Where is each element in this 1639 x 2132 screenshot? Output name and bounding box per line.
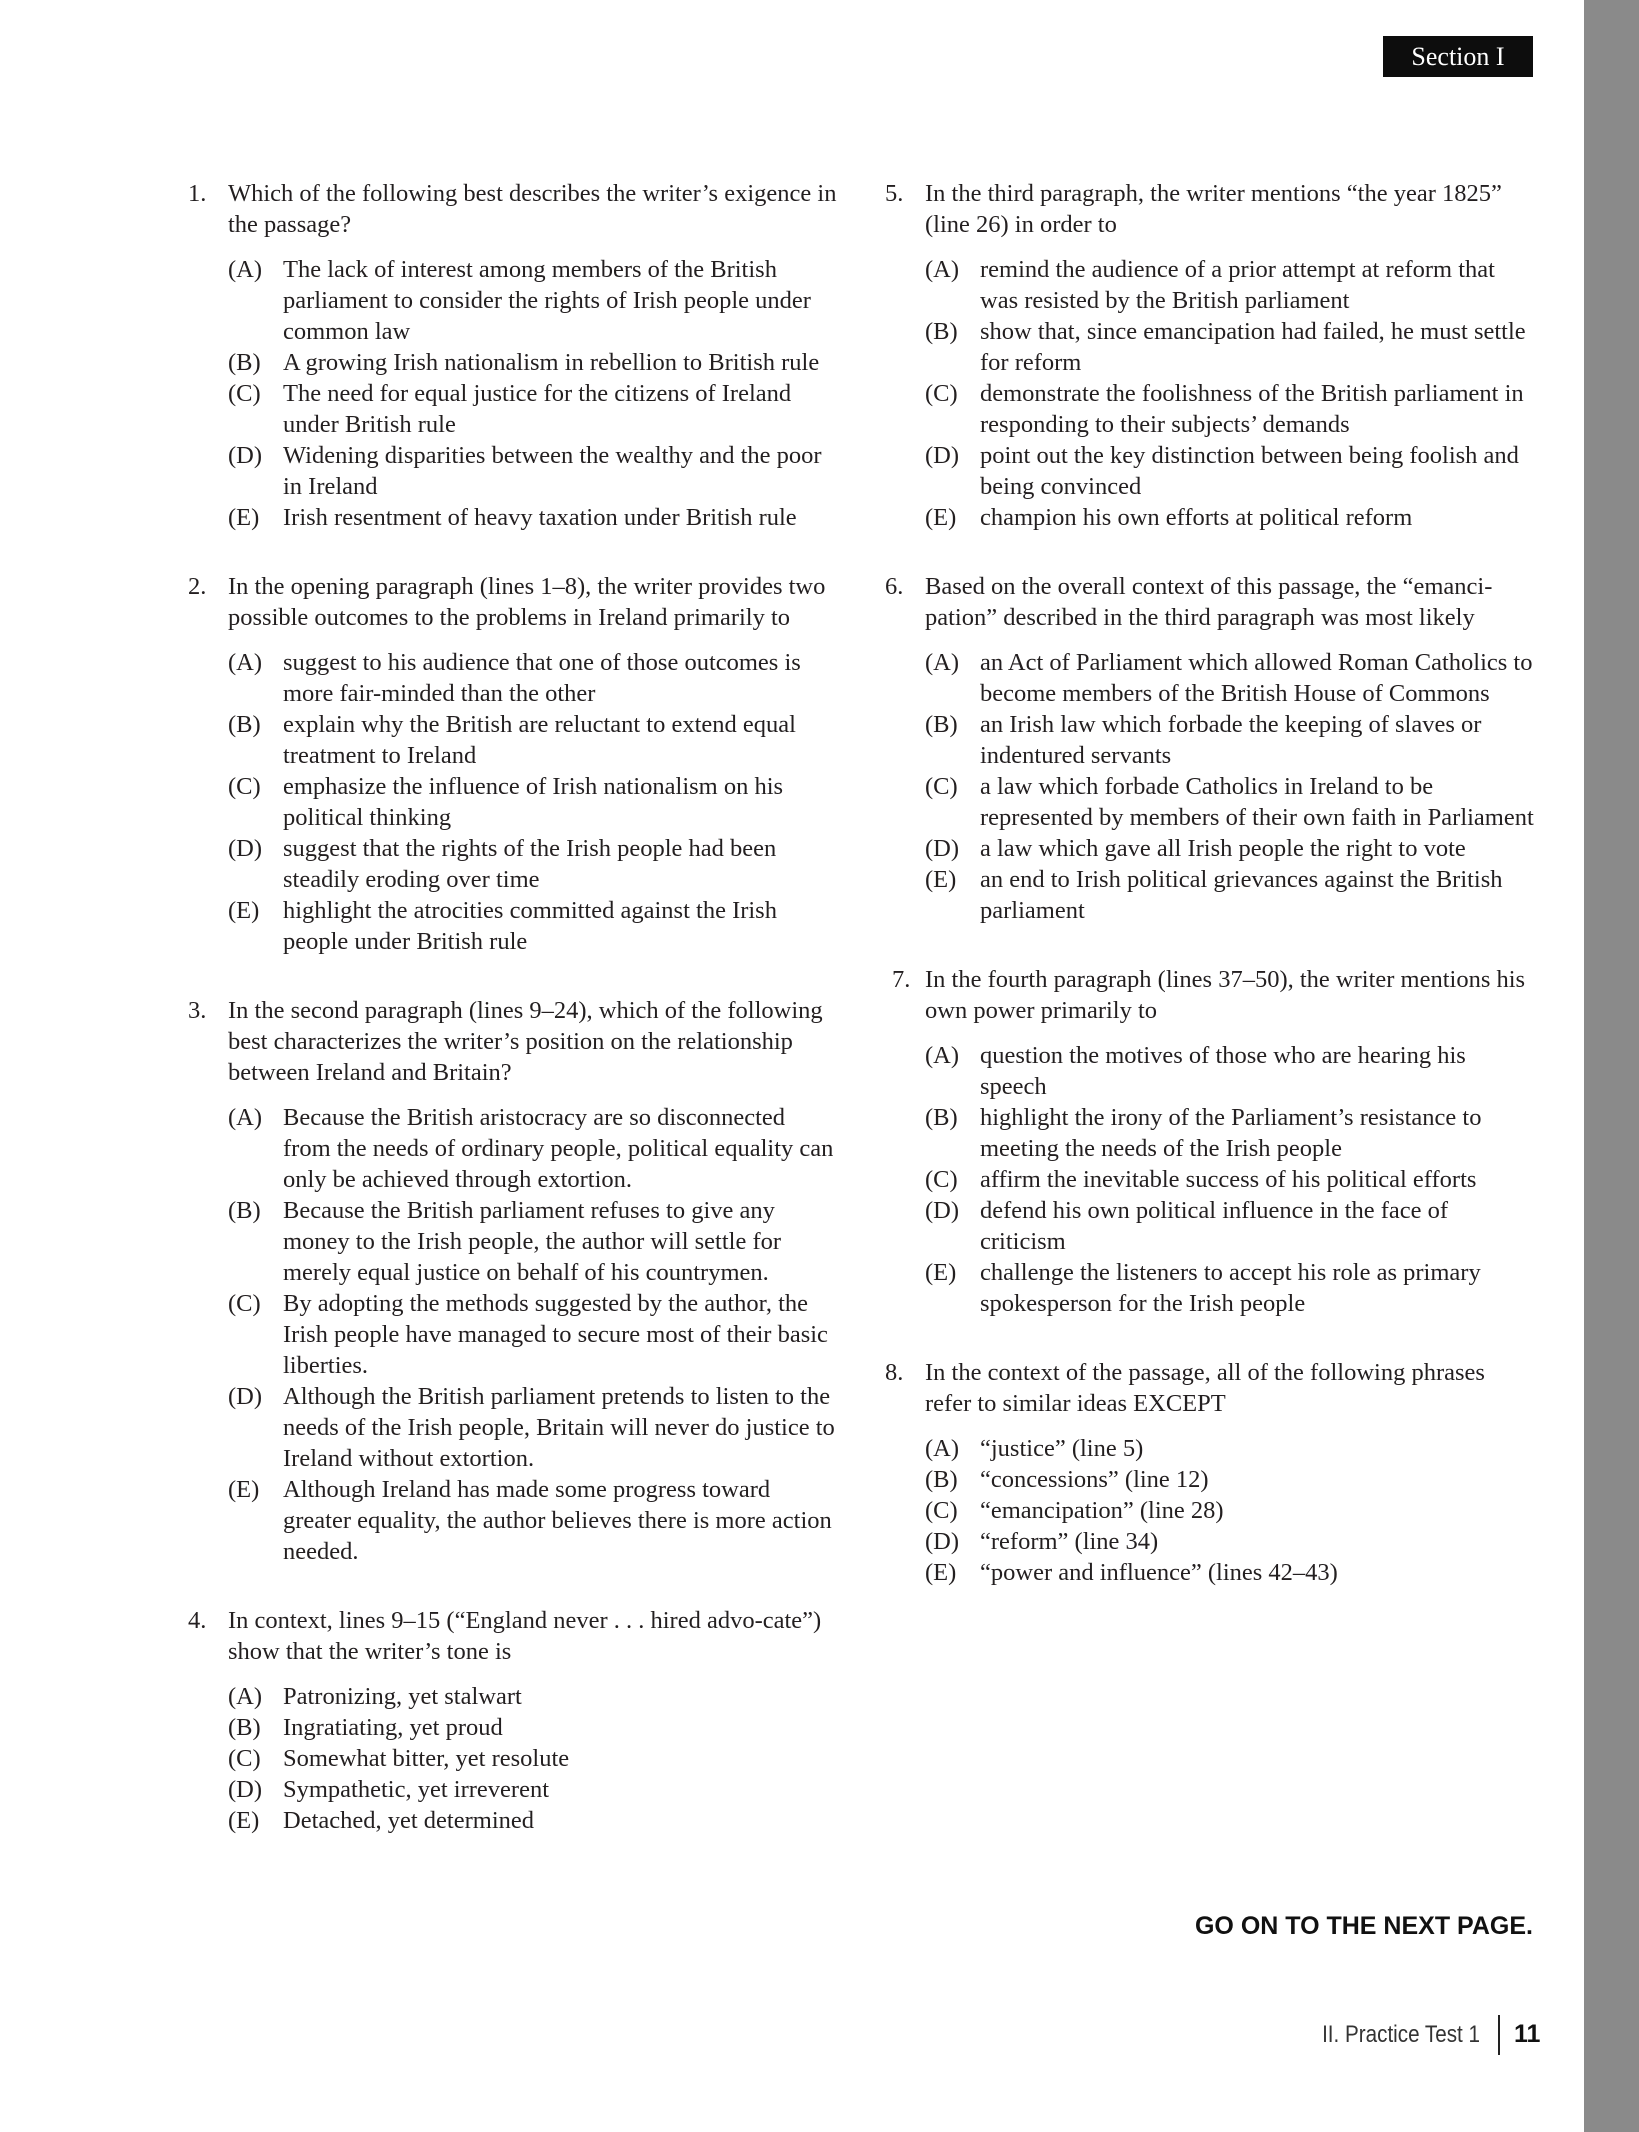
option-letter: (C) xyxy=(925,380,958,407)
question-stem xyxy=(885,178,1535,240)
option-text: The need for equal justice for the citizens of Ireland under British rule xyxy=(283,380,792,438)
option-letter: (D) xyxy=(925,1197,960,1224)
question-5 xyxy=(885,178,1535,533)
option-letter: (E) xyxy=(228,504,260,531)
answer-option-e[interactable] xyxy=(925,864,1535,926)
question-number: 7. xyxy=(892,966,911,993)
option-text: affirm the inevitable success of his political efforts xyxy=(980,1166,1477,1193)
answer-option-d[interactable] xyxy=(925,1526,1535,1557)
question-8 xyxy=(885,1357,1535,1588)
answer-option-e[interactable] xyxy=(228,1805,838,1836)
answer-option-d[interactable] xyxy=(925,833,1535,864)
option-text: an end to Irish political grievances against the British parliament xyxy=(980,866,1503,924)
answer-option-b[interactable] xyxy=(925,316,1535,378)
question-number: 4. xyxy=(188,1607,207,1634)
answer-option-a[interactable] xyxy=(925,1040,1535,1102)
question-6 xyxy=(885,571,1535,926)
question-3 xyxy=(188,995,838,1567)
answer-option-d[interactable] xyxy=(925,1195,1535,1257)
answer-option-d[interactable] xyxy=(228,1381,838,1474)
right-column xyxy=(885,178,1535,1588)
option-letter: (D) xyxy=(228,1776,263,1803)
question-text: In the third paragraph, the writer mentions “the year 1825” (line 26) in order to xyxy=(925,180,1502,238)
left-column xyxy=(188,178,838,1836)
question-number: 2. xyxy=(188,573,207,600)
option-text: suggest that the rights of the Irish people had been steadily eroding over time xyxy=(283,835,777,893)
question-1 xyxy=(188,178,838,533)
option-text: suggest to his audience that one of those outcomes is more fair-minded than the other xyxy=(283,649,801,707)
option-text: emphasize the influence of Irish nationalism on his political thinking xyxy=(283,773,784,831)
option-text: Although the British parliament pretends to listen to the needs of the Irish people, Britain will never do justice to Ireland without extortion. xyxy=(283,1383,835,1472)
option-letter: (A) xyxy=(925,1435,960,1462)
option-letter: (B) xyxy=(228,1197,261,1224)
option-text: demonstrate the foolishness of the British parliament in responding to their subjects’ demands xyxy=(980,380,1524,438)
option-text: “power and influence” (lines 42–43) xyxy=(980,1559,1338,1586)
answer-option-d[interactable] xyxy=(228,440,838,502)
page-number: 11 xyxy=(1514,2020,1541,2048)
answer-options xyxy=(925,254,1535,533)
option-letter: (A) xyxy=(228,649,263,676)
next-page-notice: GO ON TO THE NEXT PAGE. xyxy=(1194,1912,1533,1940)
question-stem xyxy=(188,1605,838,1667)
option-letter: (D) xyxy=(925,1528,960,1555)
answer-option-a[interactable] xyxy=(228,254,838,347)
option-text: Detached, yet determined xyxy=(283,1807,535,1834)
answer-option-c[interactable] xyxy=(228,1288,838,1381)
question-stem xyxy=(885,1357,1535,1419)
option-letter: (D) xyxy=(228,442,263,469)
option-letter: (E) xyxy=(925,866,957,893)
answer-option-a[interactable] xyxy=(925,1433,1535,1464)
option-letter: (E) xyxy=(925,504,957,531)
page-edge-bar xyxy=(1584,0,1639,2132)
question-text: Which of the following best describes the writer’s exigence in the passage? xyxy=(228,180,837,238)
option-text: “justice” (line 5) xyxy=(980,1435,1144,1462)
question-7 xyxy=(885,964,1535,1319)
question-2 xyxy=(188,571,838,957)
option-letter: (C) xyxy=(925,1166,958,1193)
option-letter: (A) xyxy=(228,256,263,283)
answer-option-b[interactable] xyxy=(925,1464,1535,1495)
option-text: The lack of interest among members of the British parliament to consider the rights of Irish people under common law xyxy=(283,256,811,345)
option-text: a law which forbade Catholics in Ireland to be represented by members of their own faith in Parliament xyxy=(980,773,1534,831)
option-letter: (B) xyxy=(925,1104,958,1131)
answer-options xyxy=(925,1433,1535,1588)
option-letter: (C) xyxy=(228,1290,261,1317)
answer-option-c[interactable] xyxy=(925,771,1535,833)
option-text: a law which gave all Irish people the right to vote xyxy=(980,835,1466,862)
option-text: “reform” (line 34) xyxy=(980,1528,1159,1555)
question-number: 6. xyxy=(885,573,904,600)
answer-option-a[interactable] xyxy=(228,647,838,709)
option-text: By adopting the methods suggested by the author, the Irish people have managed to secure most of their basic liberties. xyxy=(283,1290,828,1379)
option-letter: (B) xyxy=(925,318,958,345)
answer-option-b[interactable] xyxy=(925,709,1535,771)
option-letter: (E) xyxy=(925,1559,957,1586)
option-letter: (B) xyxy=(925,711,958,738)
question-stem xyxy=(188,995,838,1088)
footer-test-label: II. Practice Test 1 xyxy=(1322,2021,1480,2048)
option-text: defend his own political influence in the face of criticism xyxy=(980,1197,1449,1255)
question-stem xyxy=(885,571,1535,633)
option-letter: (A) xyxy=(228,1104,263,1131)
answer-option-b[interactable] xyxy=(925,1102,1535,1164)
option-text: A growing Irish nationalism in rebellion to British rule xyxy=(283,349,820,376)
answer-option-a[interactable] xyxy=(228,1102,838,1195)
option-text: Somewhat bitter, yet resolute xyxy=(283,1745,570,1772)
answer-option-b[interactable] xyxy=(228,1195,838,1288)
question-number: 3. xyxy=(188,997,207,1024)
answer-option-c[interactable] xyxy=(228,771,838,833)
option-text: challenge the listeners to accept his role as primary spokesperson for the Irish people xyxy=(980,1259,1481,1317)
answer-option-c[interactable] xyxy=(925,1164,1535,1195)
answer-option-e[interactable] xyxy=(228,895,838,957)
answer-option-c[interactable] xyxy=(228,378,838,440)
answer-option-b[interactable] xyxy=(228,347,838,378)
option-letter: (A) xyxy=(925,256,960,283)
option-letter: (E) xyxy=(228,1476,260,1503)
question-stem xyxy=(188,178,838,240)
option-text: an Act of Parliament which allowed Roman Catholics to become members of the British House of Commons xyxy=(980,649,1533,707)
option-text: point out the key distinction between being foolish and being convinced xyxy=(980,442,1519,500)
section-tab: Section I xyxy=(1383,36,1533,77)
answer-option-b[interactable] xyxy=(228,709,838,771)
option-letter: (C) xyxy=(228,380,261,407)
answer-option-d[interactable] xyxy=(228,833,838,895)
answer-option-c[interactable] xyxy=(228,1743,838,1774)
question-text: Based on the overall context of this passage, the “emanci-pation” described in the third paragraph was most likely xyxy=(925,573,1493,631)
answer-option-e[interactable] xyxy=(925,1257,1535,1319)
question-stem xyxy=(885,964,1535,1026)
answer-options xyxy=(925,647,1535,926)
question-4 xyxy=(188,1605,838,1836)
answer-option-e[interactable] xyxy=(228,502,838,533)
answer-options xyxy=(925,1040,1535,1319)
answer-option-e[interactable] xyxy=(228,1474,838,1567)
option-text: Patronizing, yet stalwart xyxy=(283,1683,522,1710)
option-letter: (D) xyxy=(228,835,263,862)
option-text: an Irish law which forbade the keeping of slaves or indentured servants xyxy=(980,711,1482,769)
answer-option-a[interactable] xyxy=(925,254,1535,316)
question-text: In the fourth paragraph (lines 37–50), the writer mentions his own power primarily to xyxy=(925,966,1526,1024)
option-letter: (E) xyxy=(925,1259,957,1286)
answer-options xyxy=(228,254,838,533)
footer-divider xyxy=(1498,2015,1500,2055)
option-letter: (C) xyxy=(925,1497,958,1524)
question-text: In the opening paragraph (lines 1–8), the writer provides two possible outcomes to the problems in Ireland primarily to xyxy=(228,573,826,631)
question-number: 1. xyxy=(188,180,207,207)
option-letter: (C) xyxy=(228,1745,261,1772)
option-text: Widening disparities between the wealthy and the poor in Ireland xyxy=(283,442,822,500)
option-text: Because the British parliament refuses to give any money to the Irish people, the author will settle for merely equal justice on behalf of his countrymen. xyxy=(283,1197,782,1286)
option-text: remind the audience of a prior attempt at reform that was resisted by the British parliament xyxy=(980,256,1495,314)
option-letter: (C) xyxy=(228,773,261,800)
answer-options xyxy=(228,1102,838,1567)
question-stem xyxy=(188,571,838,633)
option-text: show that, since emancipation had failed, he must settle for reform xyxy=(980,318,1526,376)
answer-option-a[interactable] xyxy=(228,1681,838,1712)
option-letter: (B) xyxy=(228,1714,261,1741)
option-letter: (E) xyxy=(228,1807,260,1834)
answer-option-d[interactable] xyxy=(925,440,1535,502)
option-text: highlight the atrocities committed against the Irish people under British rule xyxy=(283,897,777,955)
answer-option-d[interactable] xyxy=(228,1774,838,1805)
answer-option-c[interactable] xyxy=(925,1495,1535,1526)
answer-option-e[interactable] xyxy=(925,502,1535,533)
option-letter: (B) xyxy=(925,1466,958,1493)
question-number: 8. xyxy=(885,1359,904,1386)
option-letter: (E) xyxy=(228,897,260,924)
option-text: highlight the irony of the Parliament’s resistance to meeting the needs of the Irish people xyxy=(980,1104,1482,1162)
option-letter: (A) xyxy=(925,1042,960,1069)
question-number: 5. xyxy=(885,180,904,207)
answer-option-b[interactable] xyxy=(228,1712,838,1743)
option-letter: (B) xyxy=(228,711,261,738)
option-text: Sympathetic, yet irreverent xyxy=(283,1776,549,1803)
answer-option-e[interactable] xyxy=(925,1557,1535,1588)
option-text: Although Ireland has made some progress toward greater equality, the author believes there is more action needed. xyxy=(283,1476,832,1565)
option-text: Irish resentment of heavy taxation under British rule xyxy=(283,504,797,531)
option-letter: (D) xyxy=(228,1383,263,1410)
option-text: champion his own efforts at political reform xyxy=(980,504,1413,531)
option-text: Ingratiating, yet proud xyxy=(283,1714,503,1741)
option-text: question the motives of those who are hearing his speech xyxy=(980,1042,1466,1100)
option-letter: (D) xyxy=(925,442,960,469)
answer-option-c[interactable] xyxy=(925,378,1535,440)
option-letter: (D) xyxy=(925,835,960,862)
option-letter: (B) xyxy=(228,349,261,376)
answer-options xyxy=(228,1681,838,1836)
option-text: Because the British aristocracy are so disconnected from the needs of ordinary people, political equality can only be achieved through extortion. xyxy=(283,1104,834,1193)
answer-options xyxy=(228,647,838,957)
answer-option-a[interactable] xyxy=(925,647,1535,709)
option-text: “emancipation” (line 28) xyxy=(980,1497,1224,1524)
option-letter: (C) xyxy=(925,773,958,800)
question-text: In the context of the passage, all of the following phrases refer to similar ideas EXCEPT xyxy=(925,1359,1485,1417)
question-text: In the second paragraph (lines 9–24), which of the following best characterizes the writer’s position on the relationship between Ireland and Britain? xyxy=(228,997,823,1086)
option-letter: (A) xyxy=(925,649,960,676)
option-letter: (A) xyxy=(228,1683,263,1710)
option-text: explain why the British are reluctant to extend equal treatment to Ireland xyxy=(283,711,796,769)
question-text: In context, lines 9–15 (“England never . . . hired advo-cate”) show that the writer’s tone is xyxy=(228,1607,822,1665)
option-text: “concessions” (line 12) xyxy=(980,1466,1209,1493)
